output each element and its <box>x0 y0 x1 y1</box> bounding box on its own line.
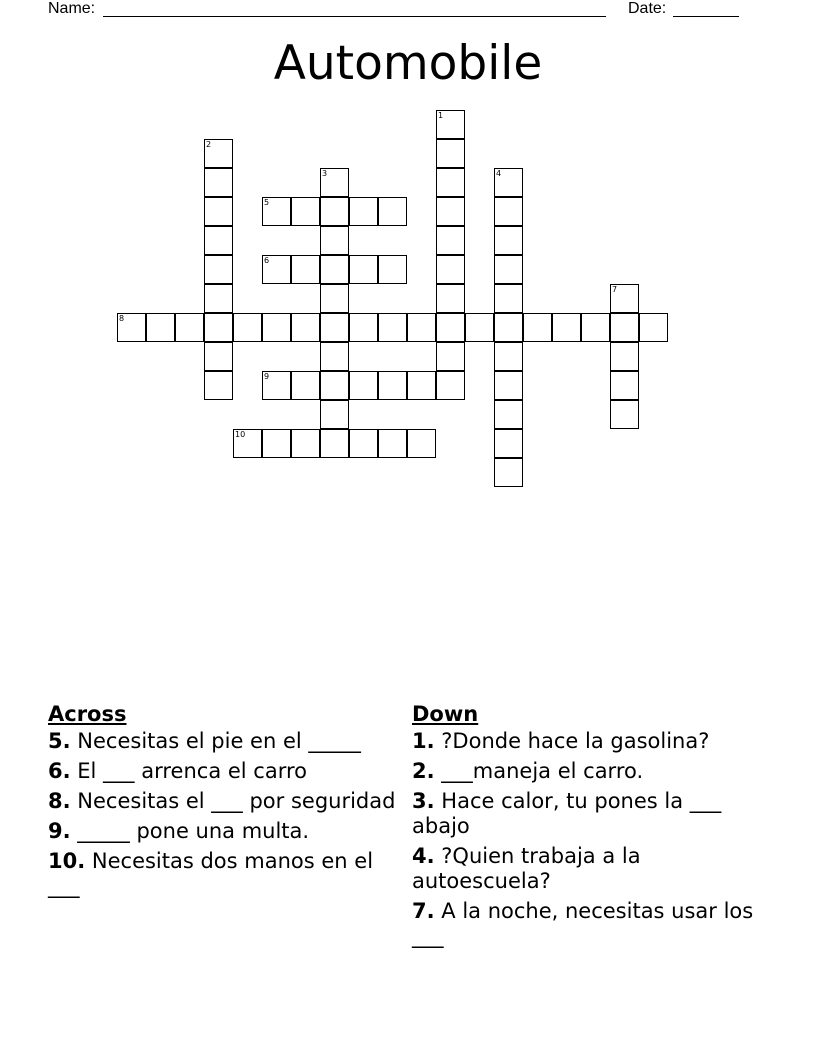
grid-cell[interactable] <box>610 342 639 371</box>
cell-number: 2 <box>206 140 212 149</box>
clue-number: 8. <box>48 789 71 813</box>
clue-number: 10. <box>48 849 86 873</box>
grid-cell[interactable] <box>639 313 668 342</box>
grid-cell[interactable] <box>407 371 436 400</box>
cell-number: 3 <box>322 169 328 178</box>
clue-item <box>412 844 762 894</box>
grid-cell[interactable] <box>494 342 523 371</box>
grid-cell[interactable] <box>204 168 233 197</box>
grid-cell[interactable] <box>378 429 407 458</box>
cell-number: 7 <box>612 285 618 294</box>
clue-text: ?Quien trabaja a la autoescuela? <box>412 844 641 893</box>
clue-item <box>48 819 398 844</box>
grid-cell[interactable] <box>175 313 204 342</box>
clue-text: ___maneja el carro. <box>441 759 644 783</box>
grid-cell[interactable] <box>291 197 320 226</box>
clue-text: Necesitas el ___ por seguridad <box>77 789 396 813</box>
clue-number: 4. <box>412 844 435 868</box>
grid-cell[interactable] <box>204 139 233 168</box>
grid-cell[interactable] <box>378 197 407 226</box>
grid-cell[interactable] <box>436 284 465 313</box>
grid-cell[interactable] <box>349 371 378 400</box>
clue-item <box>48 849 398 899</box>
clue-item <box>412 759 762 784</box>
grid-cell[interactable] <box>320 429 349 458</box>
grid-cell[interactable] <box>494 313 523 342</box>
grid-cell[interactable] <box>233 429 262 458</box>
grid-cell[interactable] <box>436 313 465 342</box>
clue-number: 5. <box>48 729 71 753</box>
date-label: Date: <box>628 0 667 17</box>
grid-cell[interactable] <box>407 429 436 458</box>
grid-cell[interactable] <box>436 110 465 139</box>
grid-cell[interactable] <box>436 255 465 284</box>
grid-cell[interactable] <box>610 371 639 400</box>
grid-cell[interactable] <box>117 313 146 342</box>
clue-item <box>48 789 398 814</box>
grid-cell[interactable] <box>436 226 465 255</box>
clue-text: El ___ arrenca el carro <box>77 759 307 783</box>
grid-cell[interactable] <box>494 197 523 226</box>
name-label: Name: <box>48 0 96 17</box>
grid-cell[interactable] <box>146 313 175 342</box>
grid-cell[interactable] <box>291 313 320 342</box>
clue-item <box>412 789 762 839</box>
grid-cell[interactable] <box>320 226 349 255</box>
grid-cell[interactable] <box>320 313 349 342</box>
grid-cell[interactable] <box>262 255 291 284</box>
grid-cell[interactable] <box>349 429 378 458</box>
grid-cell[interactable] <box>320 400 349 429</box>
grid-cell[interactable] <box>465 313 494 342</box>
grid-cell[interactable] <box>581 313 610 342</box>
grid-cell[interactable] <box>262 429 291 458</box>
grid-cell[interactable] <box>291 429 320 458</box>
clue-number: 2. <box>412 759 435 783</box>
grid-cell[interactable] <box>320 168 349 197</box>
clue-text: Necesitas el pie en el _____ <box>77 729 361 753</box>
clue-number: 6. <box>48 759 71 783</box>
cell-number: 1 <box>438 111 444 120</box>
grid-cell[interactable] <box>291 255 320 284</box>
grid-cell[interactable] <box>436 371 465 400</box>
grid-cell[interactable] <box>378 313 407 342</box>
grid-cell[interactable] <box>320 342 349 371</box>
grid-cell[interactable] <box>233 313 262 342</box>
clue-item <box>48 759 398 784</box>
clue-text: Necesitas dos manos en el ___ <box>48 849 374 898</box>
clue-text: ?Donde hace la gasolina? <box>441 729 710 753</box>
grid-cell[interactable] <box>320 284 349 313</box>
grid-cell[interactable] <box>378 255 407 284</box>
grid-cell[interactable] <box>204 255 233 284</box>
grid-cell[interactable] <box>204 342 233 371</box>
grid-cell[interactable] <box>320 255 349 284</box>
grid-cell[interactable] <box>552 313 581 342</box>
grid-cell[interactable] <box>436 168 465 197</box>
clue-text: _____ pone una multa. <box>77 819 310 843</box>
puzzle-title: Automobile <box>273 36 543 91</box>
across-heading: Across <box>48 702 127 726</box>
cell-number: 4 <box>496 169 502 178</box>
grid-cell[interactable] <box>378 371 407 400</box>
clue-item <box>412 899 762 949</box>
cell-number: 8 <box>119 314 125 323</box>
down-heading: Down <box>412 702 479 726</box>
grid-cell[interactable] <box>436 197 465 226</box>
crossword-grid <box>0 0 816 470</box>
grid-cell[interactable] <box>204 313 233 342</box>
grid-cell[interactable] <box>204 284 233 313</box>
grid-cell[interactable] <box>494 226 523 255</box>
clue-text: A la noche, necesitas usar los ___ <box>412 899 754 948</box>
grid-cell[interactable] <box>291 371 320 400</box>
cell-number: 10 <box>235 430 246 439</box>
grid-cell[interactable] <box>494 284 523 313</box>
cell-number: 9 <box>264 372 270 381</box>
grid-cell[interactable] <box>494 458 523 487</box>
grid-cell[interactable] <box>320 371 349 400</box>
across-clues <box>48 702 398 904</box>
grid-cell[interactable] <box>610 313 639 342</box>
grid-cell[interactable] <box>349 197 378 226</box>
clue-number: 9. <box>48 819 71 843</box>
cell-number: 6 <box>264 256 270 265</box>
down-clues <box>412 702 762 954</box>
clue-number: 1. <box>412 729 435 753</box>
grid-cell[interactable] <box>407 313 436 342</box>
grid-cell[interactable] <box>436 139 465 168</box>
grid-cell[interactable] <box>262 197 291 226</box>
clue-text: Hace calor, tu pones la ___ abajo <box>412 789 722 838</box>
clue-item <box>412 729 762 754</box>
grid-cell[interactable] <box>494 400 523 429</box>
clue-number: 7. <box>412 899 435 923</box>
grid-cell[interactable] <box>320 197 349 226</box>
grid-cell[interactable] <box>349 313 378 342</box>
clue-number: 3. <box>412 789 435 813</box>
grid-cell[interactable] <box>204 371 233 400</box>
grid-cell[interactable] <box>204 197 233 226</box>
cell-number: 5 <box>264 198 270 207</box>
grid-cell[interactable] <box>494 168 523 197</box>
grid-cell[interactable] <box>494 371 523 400</box>
grid-cell[interactable] <box>610 284 639 313</box>
clue-item <box>48 729 398 754</box>
grid-cell[interactable] <box>610 400 639 429</box>
grid-cell[interactable] <box>204 226 233 255</box>
grid-cell[interactable] <box>436 342 465 371</box>
grid-cell[interactable] <box>262 313 291 342</box>
grid-cell[interactable] <box>523 313 552 342</box>
grid-cell[interactable] <box>262 371 291 400</box>
grid-cell[interactable] <box>349 255 378 284</box>
grid-cell[interactable] <box>494 255 523 284</box>
grid-cell[interactable] <box>494 429 523 458</box>
